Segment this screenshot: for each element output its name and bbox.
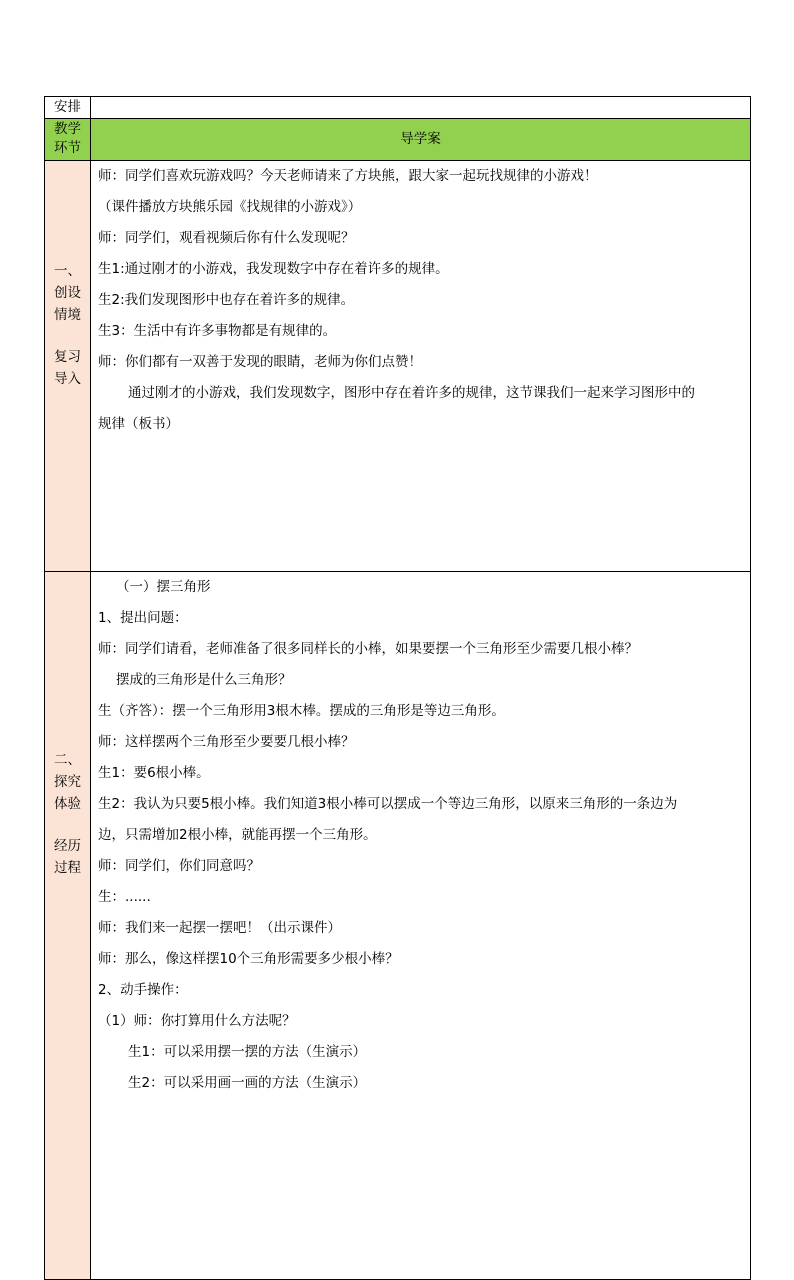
content-line: 生1：可以采用摆一摆的方法（生演示） <box>128 1044 367 1060</box>
content-line: 边，只需增加2根小棒，就能再摆一个三角形。 <box>98 827 377 843</box>
section-intro-label <box>45 161 91 572</box>
lesson-plan-sheet <box>44 96 750 1280</box>
guide-title: 导学案 <box>91 119 751 161</box>
section-explore-label-line: 经历 <box>54 838 81 854</box>
content-line: 师：同学们喜欢玩游戏吗？今天老师请来了方块熊，跟大家一起玩找规律的小游戏！ <box>98 168 598 184</box>
content-line: 生3：生活中有许多事物都是有规律的。 <box>98 323 337 339</box>
content-line: 师：你们都有一双善于发现的眼睛，老师为你们点赞！ <box>98 354 422 370</box>
content-line: 师：同学们，观看视频后你有什么发现呢？ <box>98 230 355 246</box>
section-explore-label-line: 探究 <box>54 774 81 790</box>
section-explore-label <box>45 572 91 1280</box>
section-intro-label-line: 导入 <box>54 371 81 387</box>
arrangement-cell <box>91 97 751 119</box>
content-line: 师：这样摆两个三角形至少要要几根小棒？ <box>98 734 355 750</box>
content-line: 师：那么，像这样摆10个三角形需要多少根小棒？ <box>98 951 399 967</box>
content-line: （课件播放方块熊乐园《找规律的小游戏》） <box>98 199 362 215</box>
section-intro-label-line: 一、 <box>54 263 81 279</box>
section-explore-label-line: 体验 <box>54 796 81 812</box>
content-line: 1、提出问题： <box>98 610 188 626</box>
section-intro-label-line: 复习 <box>54 349 81 365</box>
content-line: 2、动手操作： <box>98 982 188 998</box>
content-line: 生1：要6根小棒。 <box>98 765 210 781</box>
content-line: 生：...... <box>98 889 151 905</box>
content-line: 通过刚才的小游戏，我们发现数字，图形中存在着许多的规律，这节课我们一起来学习图形中的 <box>128 385 695 401</box>
content-line: 规律（板书） <box>98 416 179 432</box>
content-line: 生2：我认为只要5根小棒。我们知道3根小棒可以摆成一个等边三角形，以原来三角形的一条边为 <box>98 796 678 812</box>
arrangement-label: 安排 <box>45 97 91 119</box>
arrangement-row <box>45 97 751 119</box>
content-line: （1）师：你打算用什么方法呢？ <box>98 1013 296 1029</box>
stage-label-line1: 教学 <box>54 121 81 137</box>
content-line: 生2：可以采用画一画的方法（生演示） <box>128 1075 367 1091</box>
content-line: 师：同学们，你们同意吗？ <box>98 858 260 874</box>
content-line: 师：我们来一起摆一摆吧！（出示课件） <box>98 920 341 936</box>
section-explore-row <box>45 572 751 1280</box>
content-line: （一）摆三角形 <box>116 579 211 595</box>
section-intro-content <box>91 161 751 572</box>
section-explore-label-line: 二、 <box>54 752 81 768</box>
content-line: 师：同学们请看，老师准备了很多同样长的小棒，如果要摆一个三角形至少需要几根小棒？ <box>98 641 638 657</box>
lesson-plan-table <box>44 96 751 1280</box>
content-line: 摆成的三角形是什么三角形？ <box>116 672 292 688</box>
content-line: 生2:我们发现图形中也存在着许多的规律。 <box>98 292 355 308</box>
content-line: 生1:通过刚才的小游戏，我发现数字中存在着许多的规律。 <box>98 261 449 277</box>
section-explore-label-line: 过程 <box>54 860 81 876</box>
stage-label <box>45 119 91 161</box>
header-row <box>45 119 751 161</box>
content-line: 生（齐答）：摆一个三角形用3根木棒。摆成的三角形是等边三角形。 <box>98 703 505 719</box>
section-explore-content <box>91 572 751 1280</box>
section-intro-label-line: 情境 <box>54 307 81 323</box>
section-intro-label-line: 创设 <box>54 285 81 301</box>
section-intro-row <box>45 161 751 572</box>
stage-label-line2: 环节 <box>54 140 81 156</box>
